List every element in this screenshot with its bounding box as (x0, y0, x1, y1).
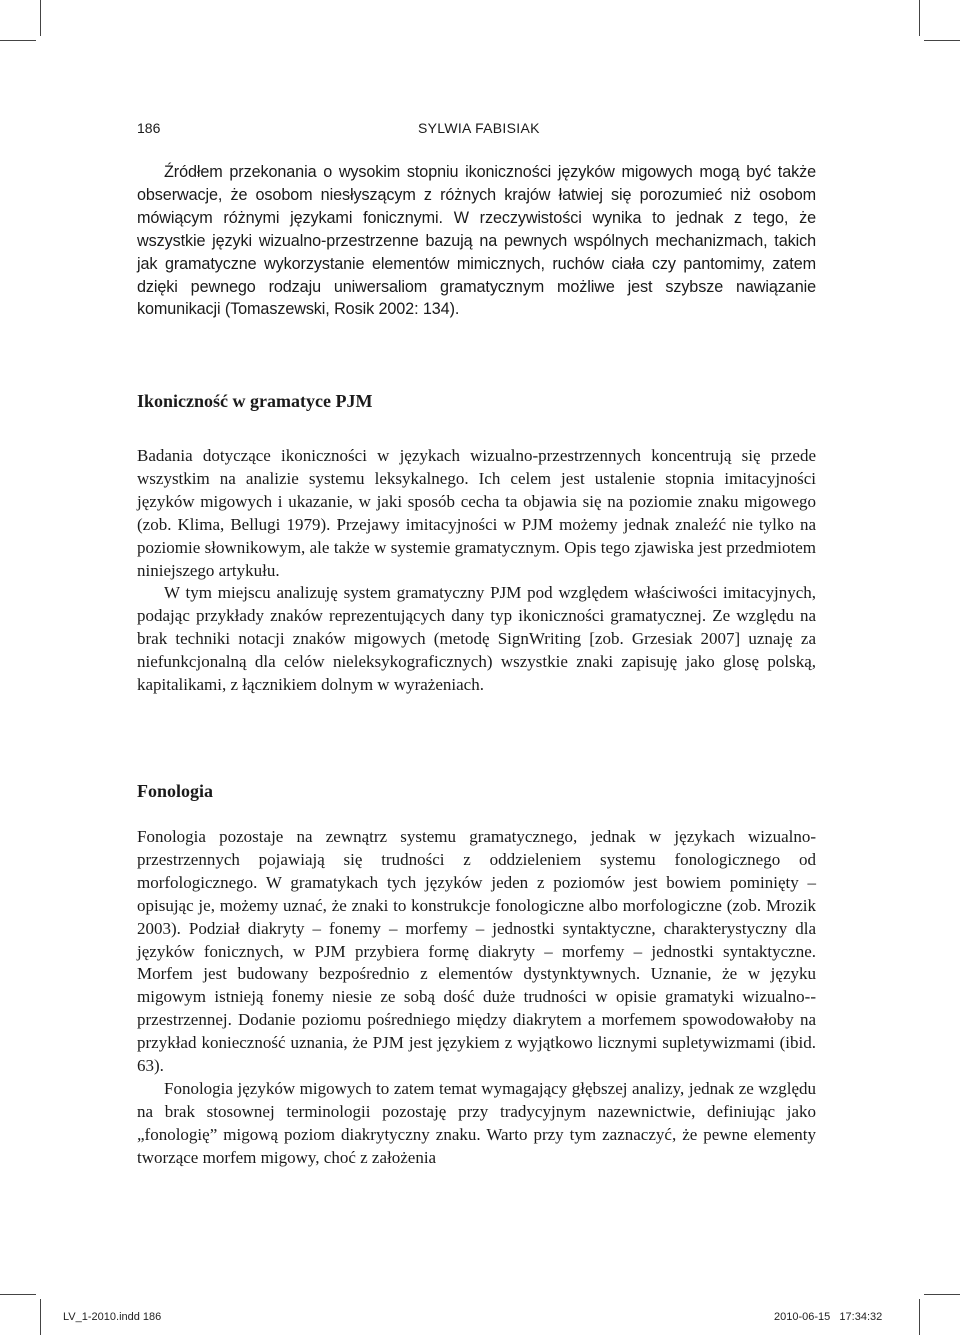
slug-datetime: 2010-06-15 17:34:32 (774, 1311, 883, 1323)
paragraph: Fonologia pozostaje na zewnątrz systemu gramatycznego, jednak w językach wizualno-przestrzennych pojawiają się trudności z oddzieleniem systemu fonologicznego od morfologicznego. W gramatykach tych języków jeden z poziomów jest bowiem pominięty – opisując je, możemy uznać, że znaki to konstrukcje fonologiczne albo morfologiczne (zob. Mrozik 2003). Podział diakryty – fonemy – morfemy – jednostki syntaktyczne, charakterystyczny dla języków fonicznych, w PJM przybiera formę diakryty – morfemy – jednostki syntaktyczne. Morfem jest budowany bezpośrednio z elementów dystynktywnych. Uznanie, że w języku migowym istnieją fonemy niesie ze sobą dość duże trudności w opisie gramatyki wizualno-​-przestrzennej. Dodanie poziomu pośredniego między diakrytem a morfemem spowodowałoby na przykład konieczność uznania, że PJM jest językiem z wyjątkowo licznymi supletywizmami (ibid. 63). (137, 827, 816, 1076)
crop-mark-bottom-right-h (924, 1294, 960, 1295)
section-fonologia-body (137, 826, 816, 1170)
section-heading-fonologia: Fonologia (137, 781, 214, 801)
slug-file-name: LV_1-2010.indd 186 (63, 1311, 162, 1323)
paragraph: Fonologia języków migowych to zatem temat wymagający głębszej analizy, jednak ze względu na brak stosownej terminologii pozostaję przy tradycyjnym nazewnictwie, definiując jako „fonologię” migową poziom diakrytyczny znaku. Warto przy tym zaznaczyć, że pewne elementy tworzące morfem migowy, choć z założenia (137, 1078, 816, 1167)
running-head (137, 120, 817, 140)
intro-text-block (137, 161, 816, 321)
crop-mark-bottom-right (919, 1299, 920, 1335)
crop-mark-top-right (919, 0, 920, 36)
section-heading-ikonicznosc: Ikoniczność w gramatyce PJM (137, 391, 373, 411)
crop-mark-top-left-h (0, 40, 36, 41)
paragraph: W tym miejscu analizuję system gramatyczny PJM pod względem właściwości imitacyjnych, podając przykłady znaków reprezentujących dany typ ikoniczności gramatycznej. Ze względu na brak techniki notacji znaków migowych (metodę SignWriting [zob. Grzesiak 2007] uznaję za niefunkcjonalną dla celów nieleksykograficznych) wszystkie znaki zapisuję jako glosę polską, kapitalikami, z łącznikiem dolnym w wyrażeniach. (137, 583, 816, 695)
crop-mark-bottom-left (40, 1299, 41, 1335)
paragraph: Badania dotyczące ikoniczności w językach wizualno-przestrzennych koncentrują się przede wszystkim na analizie systemu leksykalnego. Ich celem jest ustalenie stopnia imitacyjności języków migowych i ukazanie, w jaki sposób cecha ta objawia się na poziomie znaku migowego (zob. Klima, Bellugi 1979). Przejawy imitacyjności w PJM możemy jednak znaleźć nie tylko na poziomie słownikowym, ale także w systemie gramatycznym. Opis tego zjawiska jest przedmiotem niniejszego artykułu. (137, 446, 816, 580)
running-head-author: SYLWIA FABISIAK (418, 120, 540, 136)
crop-mark-top-left (40, 0, 41, 36)
crop-mark-top-right-h (924, 40, 960, 41)
page-number: 186 (137, 120, 161, 136)
section-ikonicznosc-body (137, 445, 816, 697)
crop-mark-bottom-left-h (0, 1294, 36, 1295)
intro-paragraph: Źródłem przekonania o wysokim stopniu ikoniczności języków migowych mogą być także obserwacje, że osobom niesłyszącym z różnych krajów łatwiej się porozumieć niż osobom mówiącym różnymi językami fonicznymi. W rzeczywistości wynika to jednak z tego, że wszystkie języki wizualno-przestrzenne bazują na pewnych wspólnych mechanizmach, takich jak gramatyczne wykorzystanie elementów mimicznych, ruchów ciała czy pantomimy, zatem dzięki pewnego rodzaju uniwersaliom gramatycznym możliwe jest szybsze nawiązanie komunikacji (Tomaszewski, Rosik 2002: 134). (137, 163, 816, 319)
